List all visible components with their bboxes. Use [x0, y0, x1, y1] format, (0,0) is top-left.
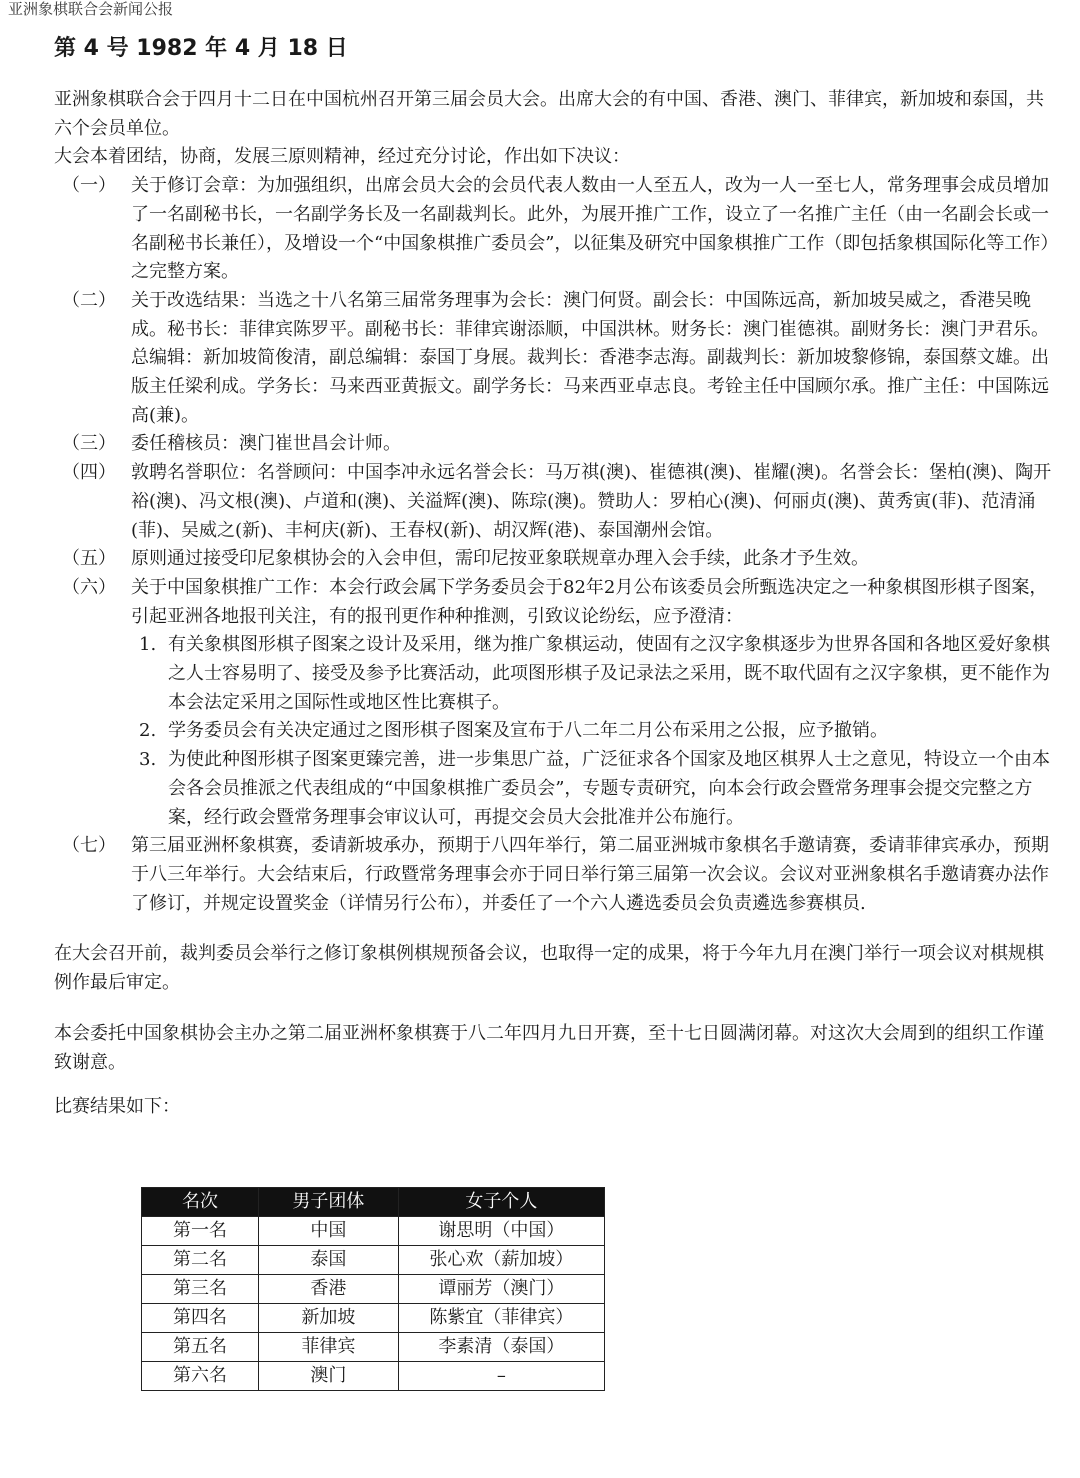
resolution-number: （一） [62, 175, 116, 197]
resolution-number: （七） [62, 835, 116, 857]
bulletin-header: 亚洲象棋联合会新闻公报 [8, 0, 174, 18]
resolution-number: （二） [62, 289, 116, 311]
intro-paragraph: 亚洲象棋联合会于四月十二日在中国杭州召开第三届会员大会。出席大会的有中国、香港、澳门、菲律宾，新加坡和泰国，共六个会员单位。 [54, 89, 1044, 139]
resolution-item-3 [54, 430, 1054, 459]
women-individual-cell: 陈紫宜（菲律宾） [398, 1304, 604, 1333]
men-team-cell: 菲律宾 [258, 1333, 398, 1362]
thanks-paragraph: 本会委托中国象棋协会主办之第二届亚洲杯象棋赛于八二年四月九日开赛，至十七日圆满闭幕。对这次大会周到的组织工作谨致谢意。 [54, 1022, 1044, 1073]
rank-cell: 第六名 [142, 1362, 259, 1391]
clarification-number: 3. [139, 749, 157, 771]
referee-paragraph: 在大会召开前，裁判委员会举行之修订象棋例棋规预备会议，也取得一定的成果，将于今年九月在澳门举行一项会议对棋规棋例作最后审定。 [54, 943, 1044, 994]
resolution-text: 委任稽核员：澳门崔世昌会计师。 [131, 433, 401, 455]
table-row [142, 1304, 605, 1333]
clarification-text: 为使此种图形棋子图案更臻完善，进一步集思广益，广泛征求各个国家及地区棋界人士之意见，特设立一个由本会各会员推派之代表组成的“中国象棋推广委员会”，专题专责研究，向本会行政会暨常务理事会提交完整之方案，经行政会暨常务理事会审议认可，再提交会员大会批准并公布施行。 [168, 749, 1050, 828]
clarification-text: 有关象棋图形棋子图案之设计及采用，继为推广象棋运动，使固有之汉字象棋逐步为世界各国和各地区爱好象棋之人士容易明了、接受及参予比赛活动，此项图形棋子及记录法之采用，既不取代固有之汉字象棋，更不能作为本会法定采用之国际性或地区性比赛棋子。 [168, 634, 1050, 713]
table-row [142, 1362, 605, 1391]
resolution-text: 关于中国象棋推广工作：本会行政会属下学务委员会于82年2月公布该委员会所甄选决定之一种象棋图形棋子图案，引起亚洲各地报刊关注，有的报刊更作种种推测，引致议论纷纭，应予澄清： [131, 576, 1048, 627]
rank-cell: 第一名 [142, 1217, 259, 1246]
table-header-row [142, 1188, 605, 1217]
resolution-item-7 [54, 832, 1054, 918]
resolution-number: （三） [62, 433, 116, 455]
resolution-list [54, 172, 1054, 918]
men-team-cell: 澳门 [258, 1362, 398, 1391]
results-label: 比赛结果如下： [54, 1096, 180, 1118]
clarification-item-2 [131, 717, 1054, 746]
clarification-item-3 [131, 746, 1054, 832]
rank-cell: 第五名 [142, 1333, 259, 1362]
column-header-rank: 名次 [142, 1188, 259, 1217]
resolution-text: 第三届亚洲杯象棋赛，委请新坡承办，预期于八四年举行，第二届亚洲城市象棋名手邀请赛，委请菲律宾承办，预期于八三年举行。大会结束后，行政暨常务理事会亦于同日举行第三届第一次会议。会议对亚洲象棋名手邀请赛办法作了修订，并规定设置奖金（详情另行公布），并委任了一个六人遴选委员会负责遴选参赛棋员. [131, 835, 1049, 914]
men-team-cell: 中国 [258, 1217, 398, 1246]
rank-cell: 第四名 [142, 1304, 259, 1333]
column-header-women-individual: 女子个人 [398, 1188, 604, 1217]
resolution-number: （六） [62, 576, 116, 598]
men-team-cell: 新加坡 [258, 1304, 398, 1333]
clarification-text: 学务委员会有关决定通过之图形棋子图案及宣布于八二年二月公布采用之公报，应予撤销。 [168, 720, 888, 742]
table-row [142, 1217, 605, 1246]
resolution-text: 原则通过接受印尼象棋协会的入会申但，需印尼按亚象联规章办理入会手续，此条才予生效。 [131, 548, 869, 570]
resolution-text: 敦聘名誉职位：名誉顾问：中国李冲永远名誉会长：马万祺(澳)、崔德祺(澳)、崔耀(澳)。名誉会长：堡柏(澳)、陶开裕(澳)、冯文根(澳)、卢道和(澳)、关溢辉(澳)、陈琮(澳)。赞助人：罗柏心(澳)、何丽贞(澳)、黄秀寅(菲)、范清涌(菲)、吴威之(新)、丰柯庆(新)、王春权(新)、胡汉辉(港)、泰国潮州会馆。 [131, 462, 1052, 541]
resolution-number: （四） [62, 462, 116, 484]
resolution-number: （五） [62, 548, 116, 570]
bulletin-body [54, 86, 1054, 1121]
table-row [142, 1246, 605, 1275]
clarification-number: 2. [139, 720, 157, 742]
table-row [142, 1333, 605, 1362]
resolution-item-6 [54, 574, 1054, 832]
resolution-item-2 [54, 287, 1054, 431]
men-team-cell: 泰国 [258, 1246, 398, 1275]
women-individual-cell: 谭丽芳（澳门） [398, 1275, 604, 1304]
rank-cell: 第三名 [142, 1275, 259, 1304]
clarification-number: 1. [139, 634, 157, 656]
results-table [141, 1187, 605, 1391]
table-row [142, 1275, 605, 1304]
resolution-item-1 [54, 172, 1054, 287]
resolution-text: 关于修订会章：为加强组织，出席会员大会的会员代表人数由一人至五人，改为一人一至七人，常务理事会成员增加了一名副秘书长，一名副学务长及一名副裁判长。此外，为展开推广工作，设立了一名推广主任（由一名副会长或一名副秘书长兼任），及增设一个“中国象棋推广委员会”，以征集及研究中国象棋推广工作（即包括象棋国际化等工作）之完整方案。 [131, 175, 1050, 283]
resolution-text: 关于改选结果：当选之十八名第三届常务理事为会长：澳门何贤。副会长：中国陈远高，新加坡吴威之，香港吴晚成。秘书长：菲律宾陈罗平。副秘书长：菲律宾谢添顺，中国洪林。财务长：澳门崔德祺。副财务长：澳门尹君乐。总编辑：新加坡简俊清，副总编辑：泰国丁身展。裁判长：香港李志海。副裁判长：新加坡黎修锦，泰国蔡文雄。出版主任梁利成。学务长：马来西亚黄振文。副学务长：马来西亚卓志良。考铨主任中国顾尔承。推广主任：中国陈远高(兼)。 [131, 289, 1049, 426]
column-header-men-team: 男子团体 [258, 1188, 398, 1217]
women-individual-cell: 谢思明（中国） [398, 1217, 604, 1246]
intro-resolution-lead: 大会本着团结，协商，发展三原则精神，经过充分讨论，作出如下决议： [54, 146, 630, 168]
women-individual-cell: 张心欢（薪加坡） [398, 1246, 604, 1275]
women-individual-cell: – [398, 1362, 604, 1391]
clarification-list [131, 631, 1054, 832]
rank-cell: 第二名 [142, 1246, 259, 1275]
resolution-item-5 [54, 545, 1054, 574]
resolution-item-4 [54, 459, 1054, 545]
clarification-item-1 [131, 631, 1054, 717]
women-individual-cell: 李素清（泰国） [398, 1333, 604, 1362]
men-team-cell: 香港 [258, 1275, 398, 1304]
issue-title: 第 4 号 1982 年 4 月 18 日 [54, 36, 348, 61]
